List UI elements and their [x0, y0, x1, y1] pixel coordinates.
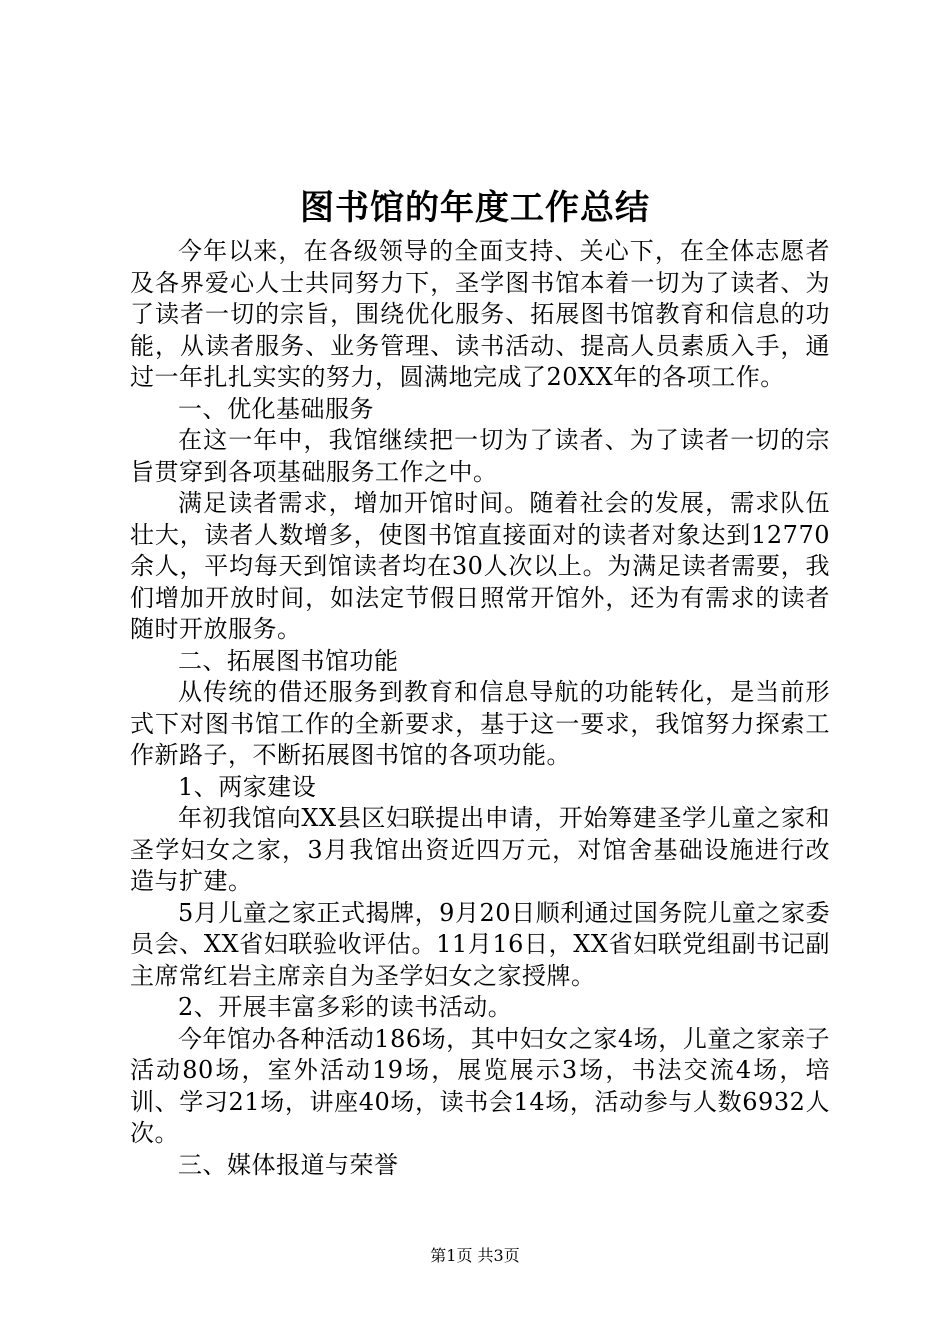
paragraph-section-1-detail: 满足读者需求，增加开馆时间。随着社会的发展，需求队伍壮大，读者人数增多，使图书馆直接面对的读者对象达到12770余人，平均每天到馆读者均在30人次以上。为满足读者需要，我们增加开放时间，如法定节假日照常开馆外，还为有需求的读者随时开放服务。 — [130, 489, 830, 643]
document-body — [130, 236, 830, 1181]
page-footer: 第1页 共3页 — [430, 1246, 520, 1265]
paragraph-subsection-1-a: 年初我馆向XX县区妇联提出申请，开始筹建圣学儿童之家和圣学妇女之家，3月我馆出资近四万元，对馆舍基础设施进行改造与扩建。 — [130, 804, 830, 895]
paragraph-subsection-2: 今年馆办各种活动186场，其中妇女之家4场，儿童之家亲子活动80场，室外活动19场，展览展示3场，书法交流4场，培训、学习21场，讲座40场，读书会14场，活动参与人数6932人次。 — [130, 1024, 830, 1147]
section-heading-1: 一、优化基础服务 — [178, 394, 374, 423]
subsection-heading-2: 2、开展丰富多彩的读书活动。 — [178, 993, 513, 1021]
paragraph-section-1-intro: 在这一年中，我馆继续把一切为了读者、为了读者一切的宗旨贯穿到各项基础服务工作之中。 — [130, 426, 830, 486]
section-heading-3: 三、媒体报道与荣誉 — [178, 1150, 399, 1179]
subsection-heading-1: 1、两家建设 — [178, 772, 317, 801]
section-heading-2: 二、拓展图书馆功能 — [178, 646, 399, 675]
paragraph-section-2-intro: 从传统的借还服务到教育和信息导航的功能转化，是当前形式下对图书馆工作的全新要求，基于这一要求，我馆努力探索工作新路子，不断拓展图书馆的各项功能。 — [130, 678, 830, 769]
document-title: 图书馆的年度工作总结 — [300, 188, 650, 228]
paragraph-subsection-1-b: 5月儿童之家正式揭牌，9月20日顺利通过国务院儿童之家委员会、XX省妇联验收评估。11月16日，XX省妇联党组副书记副主席常红岩主席亲自为圣学妇女之家授牌。 — [130, 898, 830, 990]
paragraph-intro: 今年以来，在各级领导的全面支持、关心下，在全体志愿者及各界爱心人士共同努力下，圣学图书馆本着一切为了读者、为了读者一切的宗旨，围绕优化服务、拓展图书馆教育和信息的功能，从读者服务、业务管理、读书活动、提高人员素质入手，通过一年扎扎实实的努力，圆满地完成了20XX年的各项工作。 — [130, 237, 830, 391]
